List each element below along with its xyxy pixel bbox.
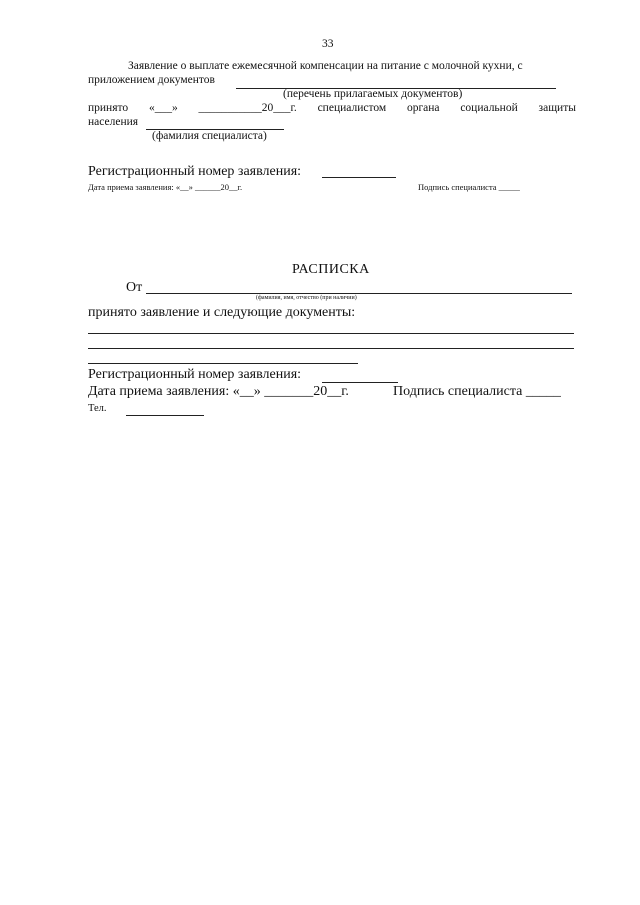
receipt-reg-number-underline (322, 382, 398, 383)
upper-signature-label: Подпись специалиста _____ (418, 182, 520, 192)
receipt-accepted-label: принято заявление и следующие документы: (88, 305, 356, 320)
accepted-by-word: специалистом (317, 102, 387, 114)
receipt-title: РАСПИСКА (292, 262, 370, 277)
upper-date-label: Дата приема заявления: «__» ______20__г. (88, 182, 243, 192)
receipt-phone-underline (126, 415, 204, 416)
attachments-label: приложением документов (88, 74, 215, 86)
population-label: населения (88, 116, 139, 128)
accepted-social-word: социальной (460, 102, 518, 114)
receipt-reg-number-label: Регистрационный номер заявления: (88, 367, 302, 382)
upper-reg-number-underline (322, 177, 396, 178)
receipt-date-label: Дата приема заявления: «__» _______20__г. (88, 384, 349, 399)
receipt-from-label: От (126, 280, 143, 295)
upper-reg-number-label: Регистрационный номер заявления: (88, 164, 302, 179)
application-line-2 (88, 74, 215, 86)
accepted-organ-word: органа (406, 102, 440, 114)
attachments-caption: (перечень прилагаемых документов) (283, 88, 463, 100)
documents-line-2 (88, 348, 574, 349)
receipt-from-underline (146, 293, 572, 294)
application-line-1: Заявление о выплате ежемесячной компенсации на питание с молочной кухни, с (128, 60, 523, 72)
receipt-from-caption: (фамилия, имя, отчество (при наличии) (256, 295, 357, 301)
accepted-word: принято (88, 102, 129, 114)
specialist-caption: (фамилия специалиста) (152, 130, 267, 142)
accepted-year: ___________20___г. (198, 102, 297, 114)
documents-line-1 (88, 333, 574, 334)
accepted-date-line (88, 102, 576, 114)
page-number: 33 (322, 38, 334, 50)
accepted-protection-word: защиты (538, 102, 576, 114)
accepted-day: «___» (148, 102, 178, 114)
documents-line-3 (88, 363, 358, 364)
receipt-signature-label: Подпись специалиста _____ (393, 384, 561, 399)
receipt-phone-label: Тел. (88, 403, 107, 414)
